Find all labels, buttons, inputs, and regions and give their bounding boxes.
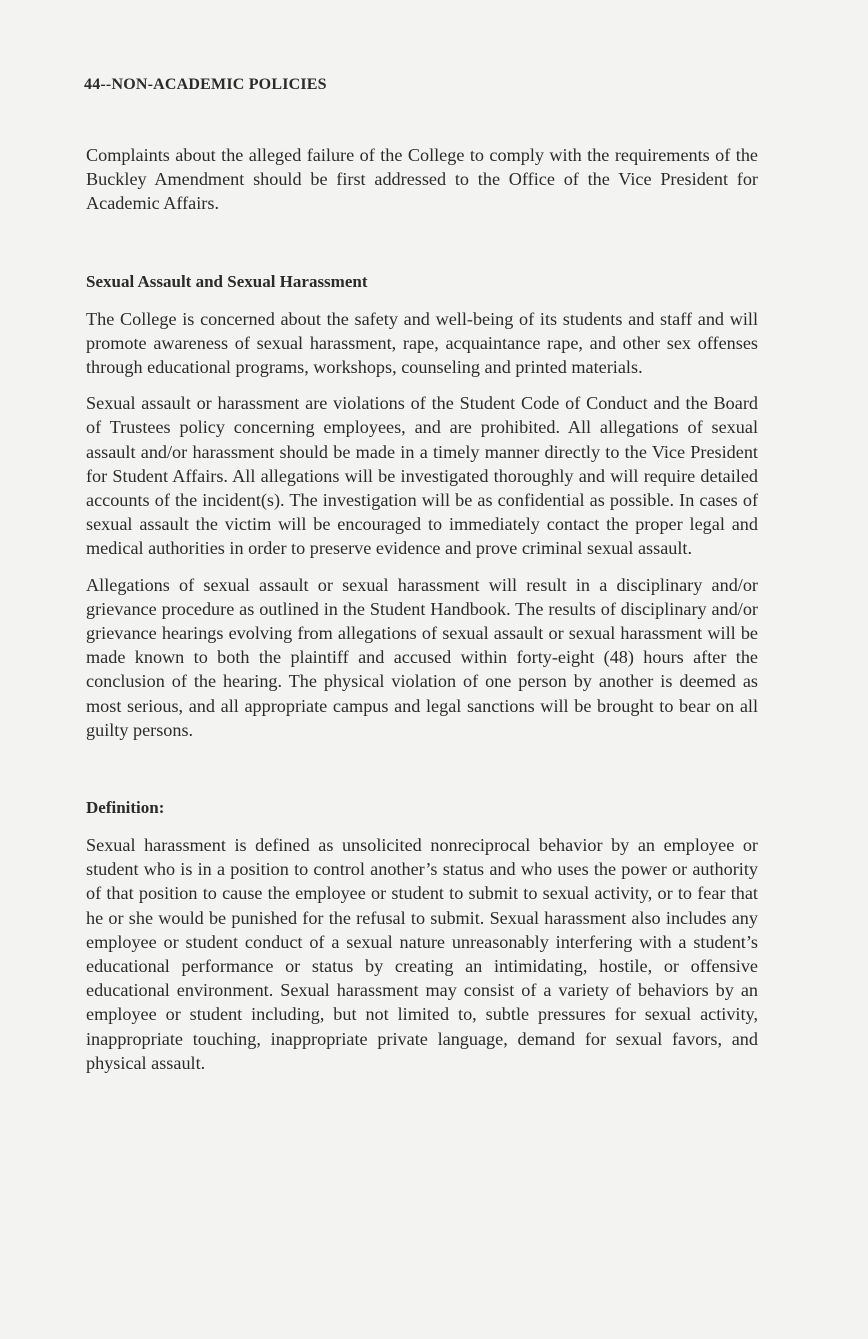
sexual-assault-paragraph-1: The College is concerned about the safety and well-being of its students and staff and will promote awareness of sexual harassment, rape, acquaintance rape, and other sex offenses through educational programs, workshops, counseling and printed materials. bbox=[86, 308, 758, 378]
sexual-assault-paragraph-3: Allegations of sexual assault or sexual harassment will result in a disciplinary and/or grievance procedure as outlined in the Student Handbook. The results of disciplinary and/or grievance hearings evolving from allegations of sexual assault or sexual harassment will be made known to both the plaintiff and accused within forty-eight (48) hours after the conclusion of the hearing. The physical violation of one person by another is deemed as most serious, and all appropriate campus and legal sanctions will be brought to bear on all guilty persons. bbox=[86, 574, 758, 740]
definition-heading: Definition: bbox=[86, 798, 165, 818]
sexual-assault-section bbox=[86, 272, 758, 742]
running-head: 44--NON-ACADEMIC POLICIES bbox=[84, 76, 327, 93]
page-content bbox=[86, 143, 758, 1075]
sexual-assault-paragraph-2: Sexual assault or harassment are violations of the Student Code of Conduct and the Board of Trustees policy concerning employees, and are prohibited. All allegations of sexual assault and/or harassment should be made in a timely manner directly to the Vice President for Student Affairs. All allegations will be investigated thoroughly and will require detailed accounts of the incident(s). The investigation will be as confidential as possible. In cases of sexual assault the victim will be encouraged to immediately contact the proper legal and medical authorities in order to preserve evidence and prove criminal sexual assault. bbox=[86, 393, 758, 559]
definition-section bbox=[86, 798, 758, 1075]
sexual-assault-heading: Sexual Assault and Sexual Harassment bbox=[86, 271, 368, 291]
definition-paragraph: Sexual harassment is defined as unsolicited nonreciprocal behavior by an employee or student who is in a position to control another’s status and who uses the power or authority of that position to cause the employee or student to submit to sexual activity, or to fear that he or she would be punished for the refusal to submit. Sexual harassment also includes any employee or student conduct of a sexual nature unreasonably interfering with a student’s educational performance or status by creating an intimidating, hostile, or offensive educational environment. Sexual harassment may consist of a variety of behaviors by an employee or student including, but not limited to, subtle pressures for sexual activity, inappropriate touching, inappropriate private language, demand for sexual favors, and physical assault. bbox=[86, 835, 758, 1073]
intro-paragraph: Complaints about the alleged failure of the College to comply with the requirements of the Buckley Amendment should be first addressed to the Office of the Vice President for Academic Affairs. bbox=[86, 145, 758, 214]
